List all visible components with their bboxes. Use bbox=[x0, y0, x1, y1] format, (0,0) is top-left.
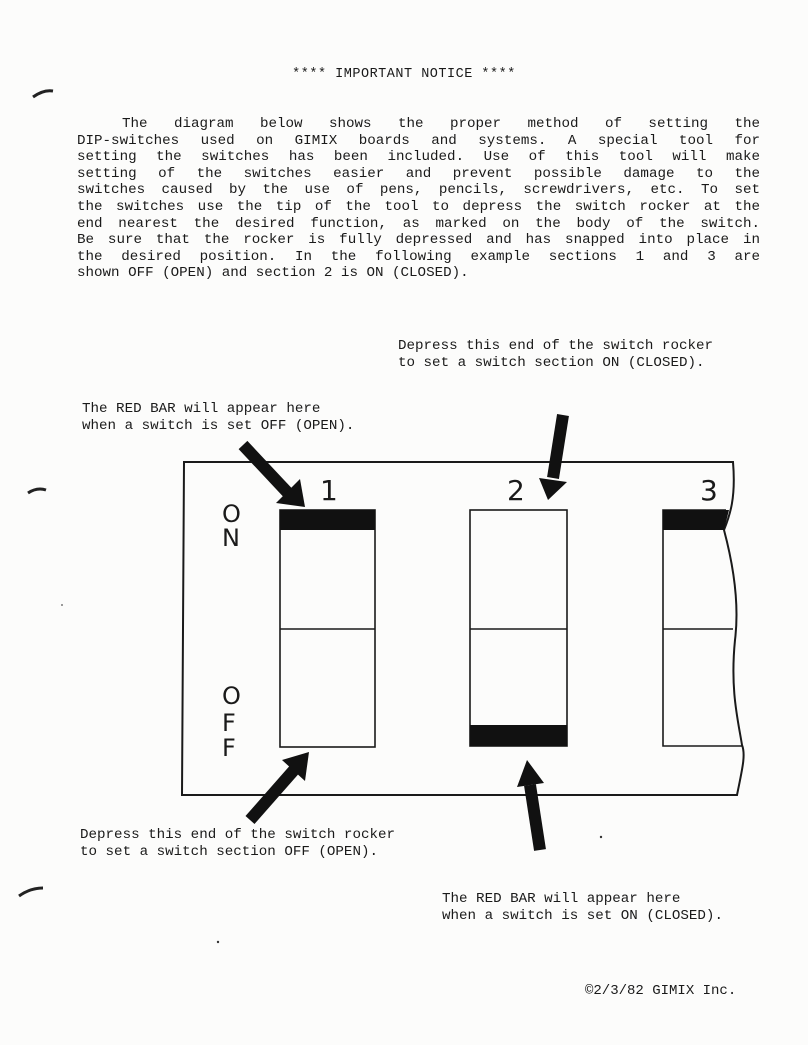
paragraph-line: end nearest the desired function, as marked on the body of the switch. bbox=[77, 215, 760, 232]
arrow-to-on-bar bbox=[517, 760, 544, 850]
caption-line: when a switch is set ON (CLOSED). bbox=[442, 907, 723, 924]
arrow-to-on-end bbox=[539, 415, 567, 500]
red-bar-indicator bbox=[663, 510, 729, 530]
switch-section-1 bbox=[280, 510, 375, 747]
switch-section-2 bbox=[470, 510, 567, 746]
scan-mark bbox=[19, 888, 43, 896]
on-label-letter: N bbox=[222, 524, 240, 552]
caption-line: Depress this end of the switch rocker bbox=[80, 827, 396, 843]
off-label-letter: F bbox=[222, 709, 236, 737]
copyright-notice: ©2/3/82 GIMIX Inc. bbox=[585, 983, 737, 999]
paragraph-line: setting the switches has been included. Use of this tool will make bbox=[77, 149, 760, 166]
off-label-letter: F bbox=[222, 734, 236, 762]
scan-mark bbox=[33, 91, 53, 97]
switch-section-3 bbox=[663, 510, 742, 746]
paragraph-line: The diagram below shows the proper method of setting the bbox=[122, 116, 760, 132]
arrow-to-off-end bbox=[250, 752, 309, 820]
paragraph-line: DIP-switches used on GIMIX boards and systems. A special tool for bbox=[77, 132, 760, 149]
switch-number-2: 2 bbox=[507, 474, 525, 507]
paragraph-line: setting of the switches easier and prevent possible damage to the bbox=[77, 165, 760, 182]
paragraph-line: the desired position. In the following example sections 1 and 3 are bbox=[77, 248, 760, 265]
switch-number-1: 1 bbox=[320, 474, 338, 507]
red-bar-indicator bbox=[280, 510, 375, 530]
caption-line: The RED BAR will appear here bbox=[442, 891, 681, 907]
red-bar-indicator bbox=[470, 725, 567, 746]
on-label-letter: O bbox=[222, 500, 241, 528]
scan-speck bbox=[217, 941, 219, 943]
switch-body-outline bbox=[182, 462, 744, 795]
paragraph-line: shown OFF (OPEN) and section 2 is ON (CLOSED). bbox=[77, 265, 469, 282]
notice-title: **** IMPORTANT NOTICE **** bbox=[292, 67, 516, 82]
scan-mark bbox=[28, 489, 46, 493]
caption-line: The RED BAR will appear here bbox=[82, 401, 321, 417]
caption-line: Depress this end of the switch rocker bbox=[398, 338, 714, 354]
off-label-letter: O bbox=[222, 682, 241, 710]
paragraph-line: Be sure that the rocker is fully depressed and has snapped into place in bbox=[77, 232, 760, 249]
switch-number-3: 3 bbox=[700, 474, 718, 507]
paragraph-line: switches caused by the use of pens, pencils, screwdrivers, etc. To set bbox=[77, 182, 760, 199]
paragraph-line: the switches use the tip of the tool to depress the switch rocker at the bbox=[77, 198, 760, 215]
scan-speck bbox=[600, 836, 602, 838]
caption-line: when a switch is set OFF (OPEN). bbox=[82, 417, 355, 434]
scan-speck bbox=[61, 604, 63, 606]
arrow-to-off-bar bbox=[243, 445, 305, 507]
caption-line: to set a switch section ON (CLOSED). bbox=[398, 354, 705, 371]
caption-line: to set a switch section OFF (OPEN). bbox=[80, 843, 378, 860]
